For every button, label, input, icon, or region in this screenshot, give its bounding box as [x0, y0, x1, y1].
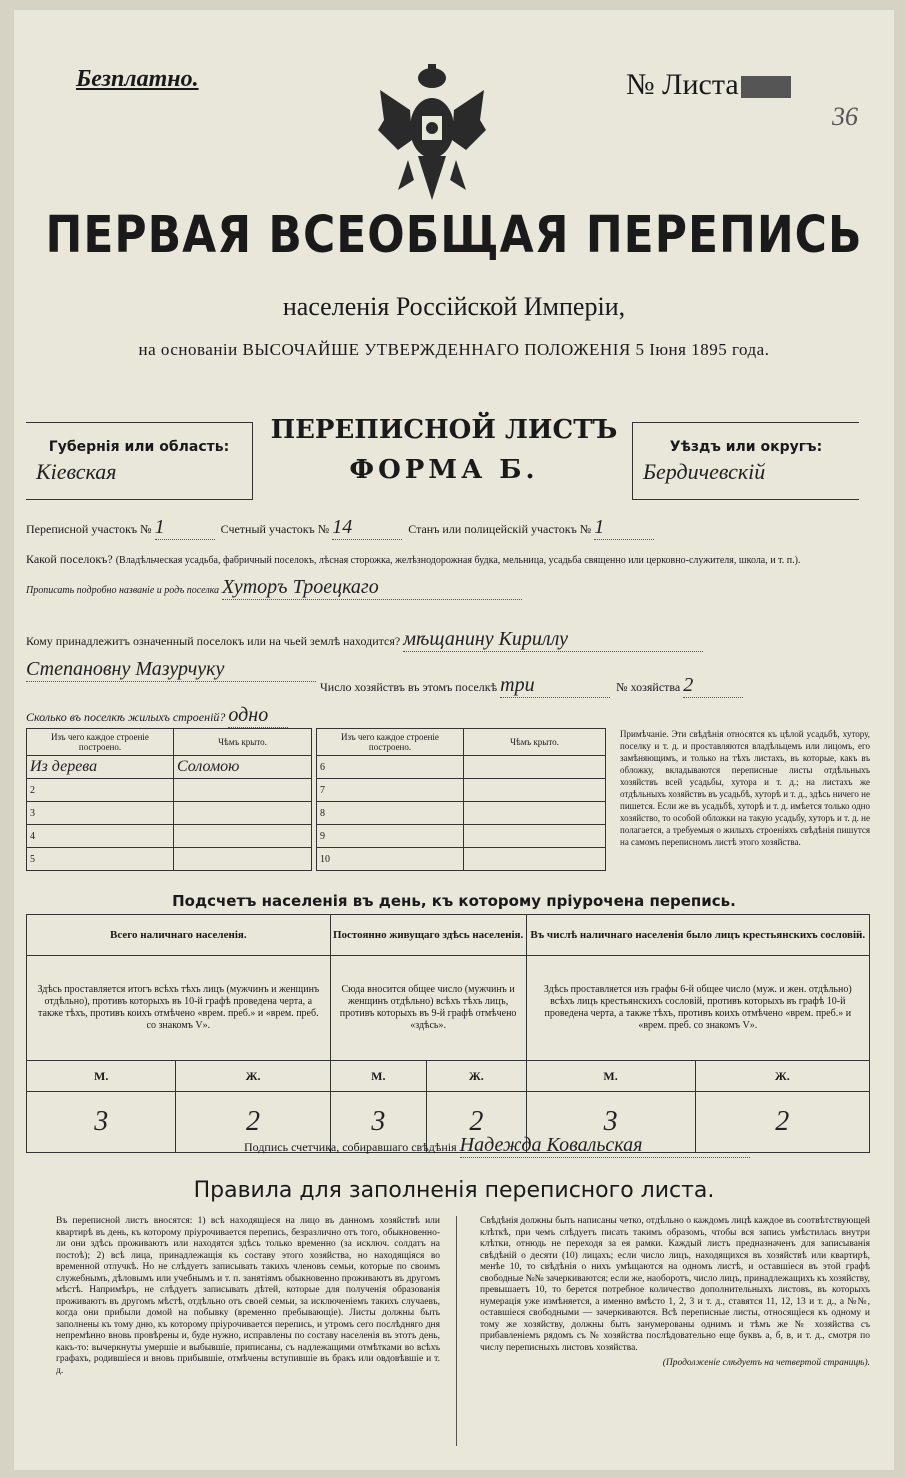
buildings-table-left: [26, 728, 312, 871]
table-row: [317, 779, 606, 802]
table-row: [27, 825, 312, 848]
peasant-population-desc: Здѣсь проставляется изъ графы 6-й общее число (муж. и жен. отдѣльно) всѣхъ лицъ крестьянскихъ сословій, противъ которыхъ въ графѣ 10-й проведена черта, а также тѣхъ, противъ коихъ отмѣчено «врем. преб.» и «врем. преб. со знакомъ V».: [526, 956, 869, 1061]
province-label: Губернія или область:: [48, 439, 230, 455]
row-number: 3: [27, 802, 174, 825]
province-value: Кіевская: [36, 459, 117, 484]
count-area-value: 14: [332, 516, 402, 540]
dwellings-line: [26, 704, 526, 728]
district-label: Уѣздъ или округъ:: [669, 439, 823, 455]
form-title-block: [264, 415, 624, 485]
roof-value: Соломою: [174, 756, 312, 779]
continuation-note: (Продолженіе слѣдуетъ на четвертой страницѣ).: [662, 1358, 870, 1368]
signature-label: Подпись счетчика, собиравшаго свѣдѣнія: [244, 1140, 457, 1154]
table-row: [27, 779, 312, 802]
total-female-value: 2: [176, 1092, 330, 1153]
imperial-eagle-emblem-icon: [378, 60, 486, 210]
sheet-number-label: № Листа: [626, 68, 739, 101]
male-label: М.: [27, 1061, 176, 1092]
district-value: Бердичевскій: [643, 459, 766, 484]
male-label: М.: [330, 1061, 426, 1092]
form-title: ПЕРЕПИСНОЙ ЛИСТЪ: [270, 415, 618, 445]
table-row: [27, 756, 312, 779]
female-label: Ж.: [176, 1061, 330, 1092]
page-subtitle-basis: на основаніи ВЫСОЧАЙШЕ УТВЕРЖДЕННАГО ПОЛОЖЕНІЯ 5 Іюня 1895 года.: [138, 340, 770, 359]
total-population-header: Всего наличнаго населенія.: [27, 915, 331, 956]
female-label: Ж.: [695, 1061, 869, 1092]
redaction-box: [741, 76, 791, 98]
total-population-desc: Здѣсь проставляется итогъ всѣхъ тѣхъ лицъ (мужчинъ и женщинъ отдѣльно), противъ которыхъ въ 10-й графѣ проведена черта, а также тѣхъ, противъ коихъ отмѣчено «врем. преб.» и «врем. преб. со знакомъ V».: [27, 956, 331, 1061]
area-line: [26, 516, 876, 540]
permanent-female-value: 2: [427, 1092, 527, 1153]
settlement-hint: (Владѣльческая усадьба, фабричный поселокъ, лѣсная сторожка, желѣзнодорожная будка, мельница, усадьба священно или церковно-служителя, школа, и т. п.).: [115, 555, 801, 566]
table-row: [27, 802, 312, 825]
rules-heading: Правила для заполненія переписного листа.: [193, 1178, 715, 1203]
households-value: три: [500, 674, 610, 698]
settlement-hint-2: Прописать подробно названіе и родъ поселка: [26, 585, 220, 596]
stan-label: Станъ или полицейскій участокъ №: [408, 522, 592, 536]
col-roof-header: Чѣмъ крыто.: [464, 729, 606, 756]
male-label: М.: [526, 1061, 695, 1092]
page-title: ПЕРВАЯ ВСЕОБЩАЯ ПЕРЕПИСЬ: [45, 206, 863, 265]
rules-right-column: [480, 1216, 870, 1370]
settlement-value-line: [26, 576, 876, 600]
page-subtitle: населенія Россійской Имперіи,: [282, 292, 626, 321]
owner-line: [26, 628, 876, 652]
peasant-male-value: 3: [526, 1092, 695, 1153]
province-box: [26, 422, 253, 500]
sheet-number: [626, 68, 791, 102]
district-box: [632, 422, 859, 500]
sheet-number-handwritten: 36: [832, 102, 858, 131]
column-divider: [456, 1216, 457, 1446]
peasant-female-value: 2: [695, 1092, 869, 1153]
count-area-label: Счетный участокъ №: [220, 522, 330, 536]
buildings-note: Примѣчаніе. Эти свѣдѣнія относятся къ цѣлой усадьбѣ, хутору, поселку и т. д. и проставляются владѣльцемъ или лицомъ, его замѣняющимъ, и только на тѣхъ листахъ, въ которые, какъ въ обложку, вкладываются переписные листы отдѣльныхъ хозяйствъ всей усадьбы, хутора и т. д.; на листахъ же отдѣльныхъ хозяйствъ въ усадьбѣ, хуторѣ и т. д., здѣсь ничего не пишется. Если же въ усадьбѣ, хуторѣ и т. д. имѣется только одно хозяйство, то особой обложки на такую усадьбу, хуторъ и т. д. не полагается, а требуемыя о жилыхъ строеніяхъ свѣдѣнія пишутся на самомъ переписномъ листѣ этого хозяйства.: [620, 729, 870, 847]
col-roof-header: Чѣмъ крыто.: [174, 729, 312, 756]
signature-value: Надежда Ковальская: [460, 1134, 750, 1158]
row-number: 10: [317, 848, 464, 871]
census-area-value: 1: [155, 516, 215, 540]
settlement-value: Хуторъ Троецкаго: [222, 576, 522, 600]
household-no-value: 2: [683, 674, 743, 698]
table-row: [317, 848, 606, 871]
row-number: 4: [27, 825, 174, 848]
total-male-value: 3: [27, 1092, 176, 1153]
row-number: 8: [317, 802, 464, 825]
row-number: 9: [317, 825, 464, 848]
row-number: 7: [317, 779, 464, 802]
census-area-label: Переписной участокъ №: [26, 522, 152, 536]
owner-value: мѣщанину Кириллу: [403, 628, 703, 652]
table-row: [317, 825, 606, 848]
table-row: [27, 848, 312, 871]
buildings-table-right: [316, 728, 606, 871]
settlement-label: Какой поселокъ?: [26, 552, 113, 566]
stan-value: 1: [594, 516, 654, 540]
table-row: [317, 756, 606, 779]
population-table: [26, 914, 870, 1153]
row-number: 6: [317, 756, 464, 779]
row-number: 2: [27, 779, 174, 802]
permanent-population-header: Постоянно живущаго здѣсь населенія.: [330, 915, 526, 956]
households-label: Число хозяйствъ въ этомъ поселкѣ: [320, 680, 498, 694]
households-line: [320, 674, 880, 698]
female-label: Ж.: [427, 1061, 527, 1092]
population-heading: Подсчетъ населенія въ день, къ которому пріурочена перепись.: [172, 892, 736, 910]
free-label: Безплатно.: [76, 66, 199, 92]
peasant-population-header: Въ числѣ наличнаго населенія было лицъ крестьянскихъ сословій.: [526, 915, 869, 956]
settlement-line: [26, 552, 876, 567]
table-row: [317, 802, 606, 825]
row-number: 5: [27, 848, 174, 871]
signature-line: [244, 1134, 750, 1158]
permanent-male-value: 3: [330, 1092, 426, 1153]
form-subtitle: ФОРМА Б.: [349, 455, 539, 485]
col-material-header: Изъ чего каждое строеніе построено.: [27, 729, 174, 756]
household-no-label: № хозяйства: [616, 680, 681, 694]
col-material-header: Изъ чего каждое строеніе построено.: [317, 729, 464, 756]
census-sheet: [14, 10, 894, 1470]
rules-left-column: Въ переписной листъ вносятся: 1) всѣ находящіеся на лицо въ данномъ хозяйствѣ или квартирѣ въ день, къ которому пріурочивается перепись, безразлично отъ того, обыкновенно-ли они здѣсь проживаютъ или находятся здѣсь только временно (за исключ. солдатъ на постоѣ); 2) всѣ лица, принадлежащія къ составу этого хозяйства, но находящіяся во временной отлучкѣ. Но не слѣдуетъ записывать такихъ членовъ семьи, которые по своимъ служебнымъ, дѣловымъ или учебнымъ и т. п. занятіямъ обыкновенно проживаютъ въ другомъ мѣстѣ. Напримѣръ, не слѣдуетъ записывать дѣтей, которые для полученія образованія проживаютъ въ другомъ мѣстѣ, отдѣльно отъ своей семьи, за исключеніемъ такихъ случаевъ, когда они прибыли домой на побывку (временно пребывающіе). Листы должны быть заполнены къ тому дню, къ которому пріурочивается перепись, и утромъ сего послѣдняго дня непремѣнно вновь провѣрены и, буде нужно, исправлены по составу населенія въ этотъ день, какъ-то: вычеркнуты умершіе и выбывшіе, приписаны, съ надлежащими отмѣтками во всѣхъ графахъ, родившіеся и вновь прибывшіе, отмѣчены вступившіе въ бракъ или овдовѣвшіе и т. д.: [56, 1216, 440, 1376]
dwellings-label: Сколько въ поселкѣ жилыхъ строеній?: [26, 710, 226, 724]
owner-value-2: Степановну Мазурчуку: [26, 658, 316, 682]
dwellings-value: одно: [228, 704, 288, 728]
rules-right-text: Свѣдѣнія должны быть написаны четко, отдѣльно о каждомъ лицѣ каждое въ соотвѣтствующей клѣткѣ, при чемъ слѣдуетъ писать такимъ образомъ, чтобы вся запись умѣстилась внутри клѣтки, отнюдь не переходя за ея рамки. Каждый листъ предназначенъ для записыванія свѣдѣній о десяти (10) лицахъ; если число лицъ, находящихся въ хозяйствѣ или квартирѣ, менѣе 10, то свѣдѣнія о нихъ умѣщаются на одномъ листѣ, и оставшіеся въ этой графѣ свободные №№ зачеркиваются; если же, наоборотъ, число лицъ, принадлежащихъ къ хозяйству, превышаетъ 10, то берется потребное количество дополнительныхъ листовъ, въ которыхъ нумерація уже измѣняется, а именно вмѣсто 1, 2, 3 и т. д., ставятся 11, 12, 13 и т. д., а №№, оставшіеся свободными — зачеркиваются. Всѣ переписные листы, относящіеся къ одному и тому же хозяйству, должны быть занумерованы однимъ и тѣмъ же № хозяйства съ прибавленіемъ рядомъ съ № хозяйства послѣдовательно еще буквъ а, б, в, и т. д., смотря по числу переписныхъ листовъ хозяйства.: [480, 1216, 870, 1353]
material-value: Из дерева: [30, 758, 98, 775]
owner-label: Кому принадлежитъ означенный поселокъ или на чьей землѣ находится?: [26, 634, 401, 648]
permanent-population-desc: Сюда вносится общее число (мужчинъ и женщинъ отдѣльно) всѣхъ тѣхъ лицъ, противъ которыхъ въ 9-й графѣ отмѣчено «здѣсь».: [330, 956, 526, 1061]
